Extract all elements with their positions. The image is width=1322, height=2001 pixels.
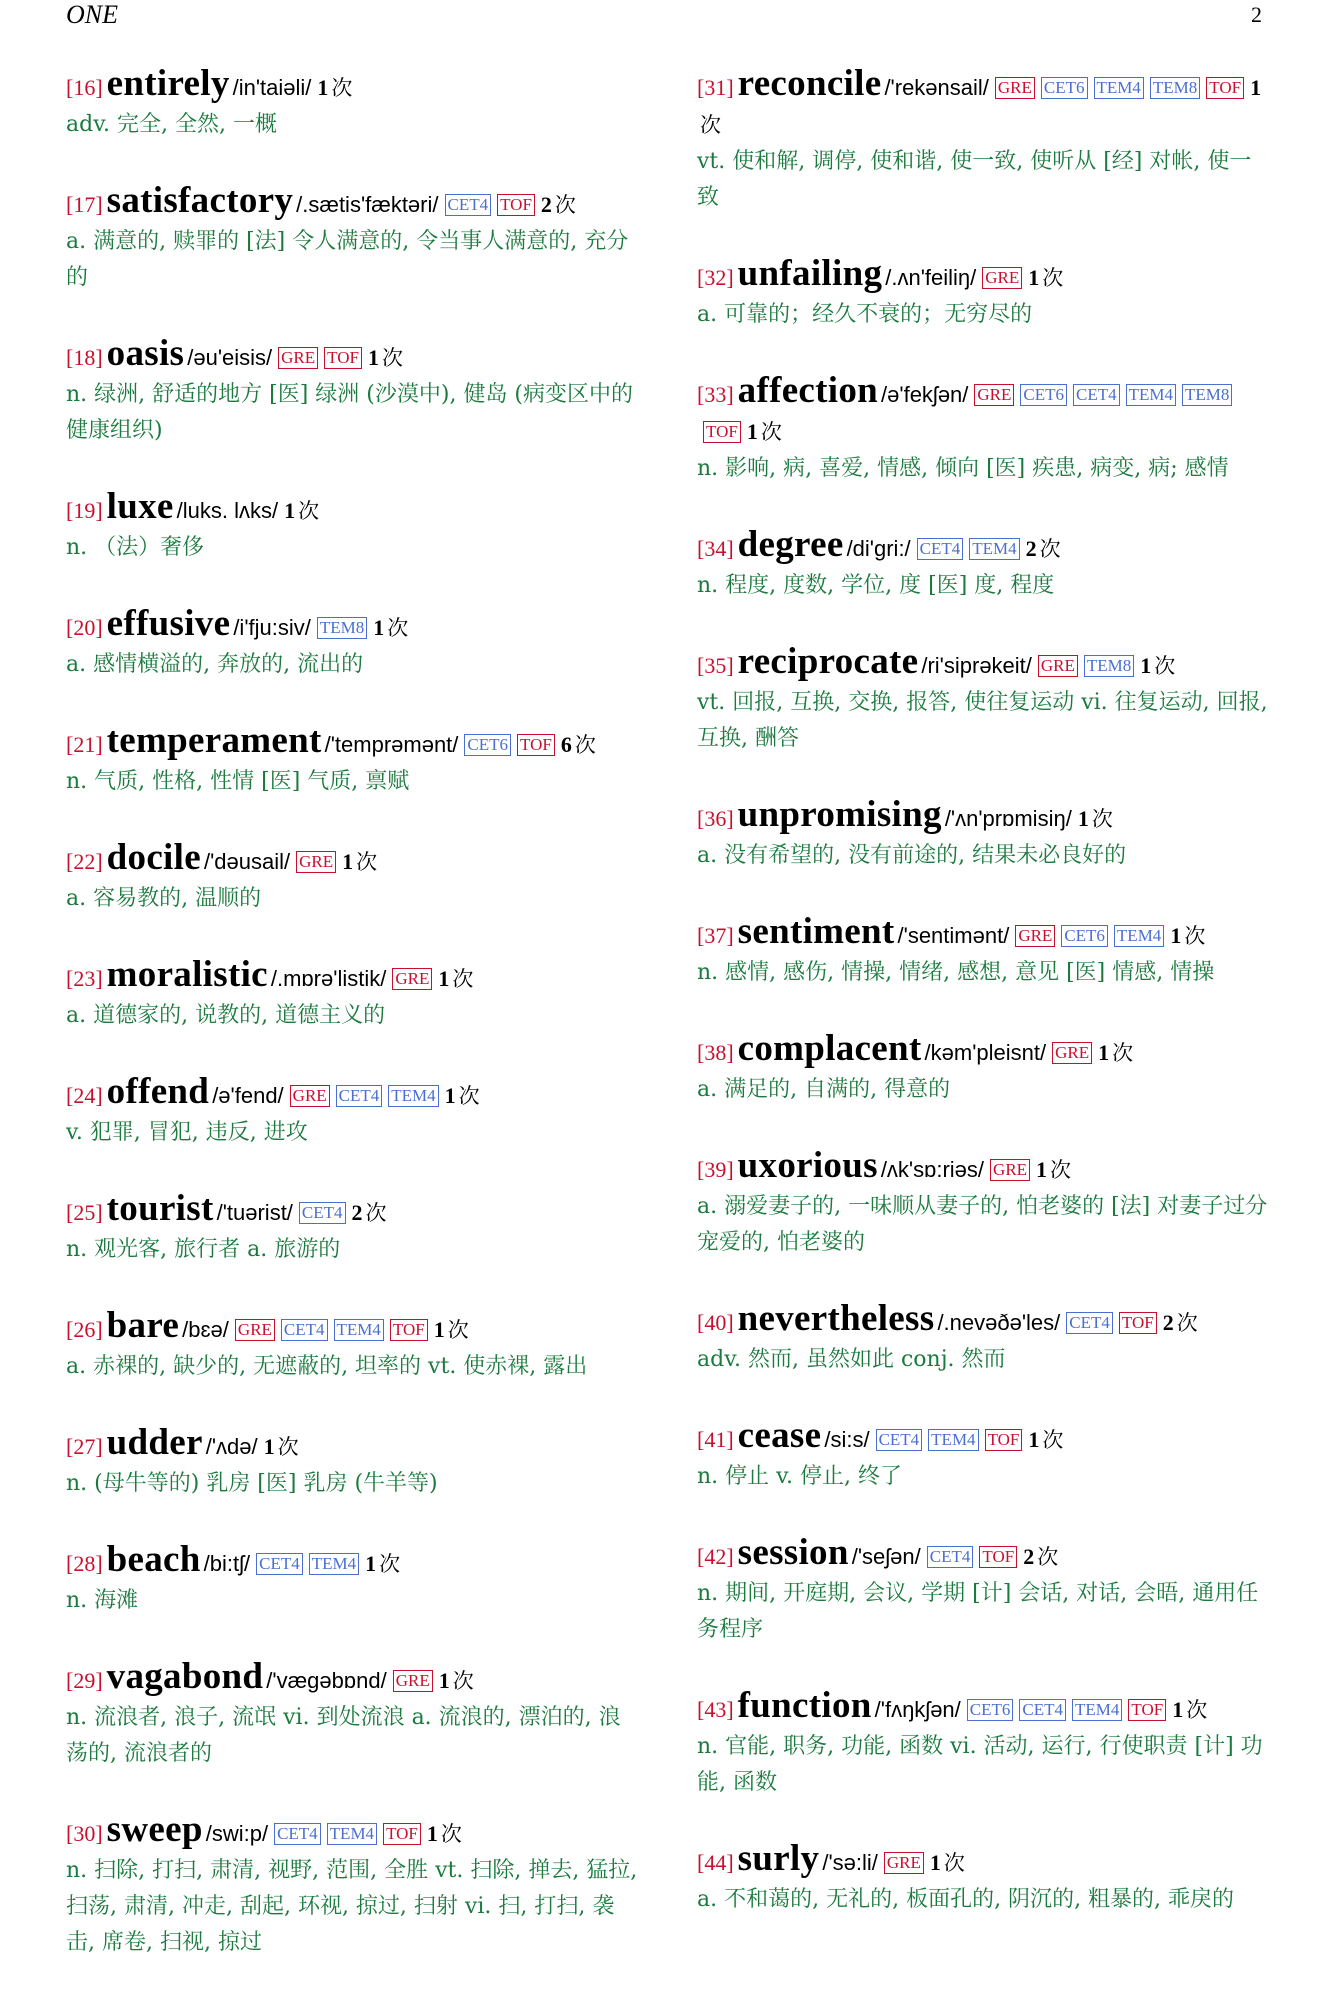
vocab-entry xyxy=(66,486,638,566)
entry-headline xyxy=(697,641,1269,685)
entry-definition: n. 感情, 感伤, 情操, 情绪, 感想, 意见 [医] 情感, 情操 xyxy=(697,960,1215,985)
occurrence-unit: 次 xyxy=(943,1851,965,1875)
entry-word: sweep xyxy=(106,1809,203,1850)
exam-tag: TEM4 xyxy=(928,1429,978,1451)
entry-headline xyxy=(66,486,638,530)
exam-tag: TEM8 xyxy=(1182,384,1232,406)
exam-tag: TOF xyxy=(497,194,535,216)
occurrence-unit: 次 xyxy=(452,1669,474,1693)
occurrence-count: 2 xyxy=(1162,1310,1174,1335)
vocab-entry xyxy=(66,63,638,143)
exam-tag: TEM4 xyxy=(1094,77,1144,99)
entry-phonetic: /ə'fend/ xyxy=(212,1083,284,1108)
entry-definition: n. 气质, 性格, 性情 [医] 气质, 禀赋 xyxy=(66,769,410,794)
exam-tag: CET4 xyxy=(336,1085,383,1107)
occurrence-unit: 次 xyxy=(1112,1041,1134,1065)
entry-phonetic: /.mɒrə'listik/ xyxy=(270,966,387,991)
entry-word: tourist xyxy=(106,1188,214,1229)
occurrence-count: 1 xyxy=(1077,806,1089,831)
exam-tag: TOF xyxy=(390,1319,428,1341)
entry-headline xyxy=(66,1071,638,1115)
vocab-entry xyxy=(697,911,1269,991)
exam-tag: CET4 xyxy=(1066,1312,1113,1334)
exam-tag: CET6 xyxy=(1061,925,1108,947)
entry-number: [31] xyxy=(697,75,734,100)
entry-number: [40] xyxy=(697,1310,734,1335)
vocab-entry xyxy=(66,1422,638,1502)
occurrence-count: 2 xyxy=(1025,536,1037,561)
entry-phonetic: /bɛə/ xyxy=(182,1317,229,1342)
exam-tag: TOF xyxy=(1206,77,1244,99)
entry-number: [25] xyxy=(66,1200,103,1225)
exam-tag: CET4 xyxy=(256,1553,303,1575)
entry-headline xyxy=(697,253,1269,297)
exam-tag: CET6 xyxy=(1041,77,1088,99)
exam-tag: TEM8 xyxy=(1150,77,1200,99)
vocab-entry xyxy=(697,1415,1269,1495)
entry-word: satisfactory xyxy=(106,180,294,221)
occurrence-count: 1 xyxy=(1028,265,1040,290)
vocab-entry xyxy=(697,1028,1269,1108)
entry-number: [43] xyxy=(697,1697,734,1722)
entry-definition: vt. 回报, 互换, 交换, 报答, 使往复运动 vi. 往复运动, 回报, 互换, 酬答 xyxy=(697,690,1268,751)
entry-headline xyxy=(697,1298,1269,1342)
entry-word: bare xyxy=(106,1305,180,1346)
entry-word: complacent xyxy=(737,1028,922,1069)
occurrence-unit: 次 xyxy=(440,1822,462,1846)
entry-phonetic: /ri'siprəkeit/ xyxy=(921,653,1032,678)
entry-headline xyxy=(697,1685,1269,1729)
entry-definition: a. 赤裸的, 缺少的, 无遮蔽的, 坦率的 vt. 使赤裸, 露出 xyxy=(66,1354,588,1379)
exam-tag: TOF xyxy=(1128,1699,1166,1721)
entry-definition: vt. 使和解, 调停, 使和谐, 使一致, 使听从 [经] 对帐, 使一致 xyxy=(697,149,1252,210)
occurrence-unit: 次 xyxy=(452,967,474,991)
entry-definition: n. 程度, 度数, 学位, 度 [医] 度, 程度 xyxy=(697,573,1055,598)
entry-phonetic: /'sə:li/ xyxy=(822,1850,878,1875)
entry-number: [32] xyxy=(697,265,734,290)
exam-tag: TOF xyxy=(703,421,741,443)
exam-tag: TOF xyxy=(324,347,362,369)
entry-number: [39] xyxy=(697,1157,734,1182)
entry-word: luxe xyxy=(106,486,174,527)
occurrence-unit: 次 xyxy=(1186,1698,1208,1722)
occurrence-unit: 次 xyxy=(1154,654,1176,678)
entry-word: temperament xyxy=(106,720,322,761)
exam-tag: CET4 xyxy=(445,194,492,216)
exam-tag: GRE xyxy=(982,267,1022,289)
entry-definition: a. 容易教的, 温顺的 xyxy=(66,886,262,911)
exam-tag: GRE xyxy=(1052,1042,1092,1064)
entry-headline xyxy=(697,63,1269,144)
entry-headline xyxy=(697,911,1269,955)
entry-definition: a. 感情横溢的, 奔放的, 流出的 xyxy=(66,652,364,677)
occurrence-count: 1 xyxy=(433,1317,445,1342)
entry-phonetic: /'dəusail/ xyxy=(203,849,291,874)
entry-definition: n. （法）奢侈 xyxy=(66,535,205,560)
entry-definition: a. 满足的, 自满的, 得意的 xyxy=(697,1077,951,1102)
exam-tag: TEM4 xyxy=(1126,384,1176,406)
entry-headline xyxy=(697,1028,1269,1072)
page-number: 2 xyxy=(1251,2,1262,27)
entry-phonetic: /'seʃən/ xyxy=(851,1544,921,1569)
entry-word: unfailing xyxy=(737,253,883,294)
exam-tag: TEM4 xyxy=(1072,1699,1122,1721)
entry-word: unpromising xyxy=(737,794,942,835)
entry-phonetic: /'fʌŋkʃən/ xyxy=(874,1697,961,1722)
occurrence-unit: 次 xyxy=(379,1552,401,1576)
entry-number: [24] xyxy=(66,1083,103,1108)
exam-tag: TOF xyxy=(383,1823,421,1845)
entry-word: oasis xyxy=(106,333,185,374)
vocab-entry xyxy=(66,1071,638,1151)
entry-phonetic: /luks. lʌks/ xyxy=(176,498,279,523)
entry-phonetic: /i'fju:siv/ xyxy=(233,615,311,640)
vocab-entry xyxy=(697,370,1269,487)
occurrence-unit: 次 xyxy=(1091,807,1113,831)
entry-word: effusive xyxy=(106,603,231,644)
entry-number: [27] xyxy=(66,1434,103,1459)
left-column xyxy=(66,63,638,2001)
entry-phonetic: /'rekənsail/ xyxy=(884,75,989,100)
exam-tag: TEM4 xyxy=(334,1319,384,1341)
vocab-entry xyxy=(697,1838,1269,1918)
occurrence-count: 2 xyxy=(1023,1544,1035,1569)
occurrence-unit: 次 xyxy=(447,1318,469,1342)
entry-headline xyxy=(66,720,638,764)
entry-word: function xyxy=(737,1685,872,1726)
entry-phonetic: /'vægəbɒnd/ xyxy=(266,1668,387,1693)
occurrence-count: 1 xyxy=(426,1821,438,1846)
exam-tag: GRE xyxy=(392,968,432,990)
entry-word: beach xyxy=(106,1539,201,1580)
exam-tag: CET6 xyxy=(967,1699,1014,1721)
occurrence-count: 1 xyxy=(746,419,758,444)
entry-number: [33] xyxy=(697,382,734,407)
exam-tag: CET4 xyxy=(299,1202,346,1224)
exam-tag: CET6 xyxy=(464,734,511,756)
entry-number: [37] xyxy=(697,923,734,948)
entry-definition: n. 官能, 职务, 功能, 函数 vi. 活动, 运行, 行使职责 [计] 功能, 函数 xyxy=(697,1734,1263,1795)
exam-tag: TEM4 xyxy=(1114,925,1164,947)
entry-headline xyxy=(697,1145,1269,1189)
occurrence-unit: 次 xyxy=(1050,1158,1072,1182)
entry-phonetic: /ə'fekʃən/ xyxy=(881,382,969,407)
entry-number: [29] xyxy=(66,1668,103,1693)
occurrence-count: 1 xyxy=(1140,653,1152,678)
entry-headline xyxy=(697,1838,1269,1882)
vocab-entry xyxy=(66,603,638,683)
entry-definition: a. 不和蔼的, 无礼的, 板面孔的, 阴沉的, 粗暴的, 乖戾的 xyxy=(697,1887,1235,1912)
exam-tag: TEM4 xyxy=(309,1553,359,1575)
exam-tag: GRE xyxy=(884,1852,924,1874)
entry-headline xyxy=(66,603,638,647)
exam-tag: TOF xyxy=(985,1429,1023,1451)
right-column xyxy=(697,63,1269,1958)
entry-number: [36] xyxy=(697,806,734,831)
entry-phonetic: /.nevəðə'les/ xyxy=(937,1310,1061,1335)
entry-word: entirely xyxy=(106,63,230,104)
exam-tag: TEM4 xyxy=(388,1085,438,1107)
entry-headline xyxy=(66,1422,638,1466)
exam-tag: TEM4 xyxy=(327,1823,377,1845)
entry-phonetic: /'sentimənt/ xyxy=(897,923,1010,948)
vocab-entry xyxy=(697,641,1269,757)
entry-phonetic: /'temprəmənt/ xyxy=(324,732,459,757)
occurrence-count: 1 xyxy=(342,849,354,874)
entry-number: [16] xyxy=(66,75,103,100)
entry-number: [18] xyxy=(66,345,103,370)
occurrence-unit: 次 xyxy=(387,616,409,640)
entry-phonetic: /'tuərist/ xyxy=(216,1200,293,1225)
entry-definition: a. 可靠的；经久不衰的；无穷尽的 xyxy=(697,302,1033,327)
occurrence-unit: 次 xyxy=(574,733,596,757)
occurrence-unit: 次 xyxy=(277,1435,299,1459)
entry-word: cease xyxy=(737,1415,822,1456)
entry-definition: v. 犯罪, 冒犯, 违反, 进攻 xyxy=(66,1120,308,1145)
occurrence-count: 2 xyxy=(540,192,552,217)
occurrence-count: 6 xyxy=(560,732,572,757)
occurrence-unit: 次 xyxy=(1184,924,1206,948)
entry-number: [41] xyxy=(697,1427,734,1452)
entry-word: docile xyxy=(106,837,201,878)
entry-phonetic: /əu'eisis/ xyxy=(187,345,273,370)
entry-definition: n. (母牛等的) 乳房 [医] 乳房 (牛羊等) xyxy=(66,1471,438,1496)
exam-tag: GRE xyxy=(995,77,1035,99)
entry-definition: adv. 完全, 全然, 一概 xyxy=(66,112,277,137)
exam-tag: GRE xyxy=(1038,655,1078,677)
entry-word: nevertheless xyxy=(737,1298,935,1339)
entry-definition: n. 扫除, 打扫, 肃清, 视野, 范围, 全胜 vt. 扫除, 掸去, 猛拉, 扫荡, 肃清, 冲走, 刮起, 环视, 掠过, 扫射 vi. 扫, 打扫, 袭击, 席卷, 扫视, 掠过 xyxy=(66,1858,638,1955)
entry-word: reconcile xyxy=(737,63,882,104)
entry-definition: n. 期间, 开庭期, 会议, 学期 [计] 会话, 对话, 会晤, 通用任务程序 xyxy=(697,1581,1259,1642)
entry-number: [28] xyxy=(66,1551,103,1576)
vocab-entry xyxy=(697,1532,1269,1648)
entry-word: offend xyxy=(106,1071,210,1112)
entry-headline xyxy=(697,524,1269,568)
vocab-entry xyxy=(697,253,1269,333)
exam-tag: CET4 xyxy=(1073,384,1120,406)
entry-definition: n. 绿洲, 舒适的地方 [医] 绿洲 (沙漠中), 健岛 (病变区中的健康组织) xyxy=(66,382,634,443)
entry-phonetic: /in'taiəli/ xyxy=(232,75,312,100)
occurrence-count: 1 xyxy=(367,345,379,370)
entry-headline xyxy=(66,1656,638,1700)
entry-headline xyxy=(697,794,1269,838)
occurrence-count: 1 xyxy=(373,615,385,640)
occurrence-unit: 次 xyxy=(381,346,403,370)
entry-definition: n. 观光客, 旅行者 a. 旅游的 xyxy=(66,1237,341,1262)
entry-phonetic: /'ʌn'prɒmisiŋ/ xyxy=(944,806,1072,831)
entry-phonetic: /.ʌn'feiliŋ/ xyxy=(885,265,977,290)
entry-number: [42] xyxy=(697,1544,734,1569)
occurrence-count: 1 xyxy=(438,1668,450,1693)
exam-tag: GRE xyxy=(990,1159,1030,1181)
entry-number: [30] xyxy=(66,1821,103,1846)
document-title: ONE xyxy=(66,0,118,29)
entry-word: surly xyxy=(737,1838,820,1879)
entry-headline xyxy=(66,1809,638,1853)
occurrence-count: 2 xyxy=(351,1200,363,1225)
entry-headline xyxy=(697,370,1269,451)
occurrence-count: 1 xyxy=(1250,75,1262,100)
occurrence-count: 1 xyxy=(1036,1157,1048,1182)
entry-definition: a. 道德家的, 说教的, 道德主义的 xyxy=(66,1003,386,1028)
occurrence-unit: 次 xyxy=(356,850,378,874)
entry-word: session xyxy=(737,1532,849,1573)
occurrence-count: 1 xyxy=(1170,923,1182,948)
entry-headline xyxy=(66,180,638,224)
exam-tag: TEM8 xyxy=(1084,655,1134,677)
vocab-entry xyxy=(66,1656,638,1772)
entry-definition: a. 满意的, 赎罪的 [法] 令人满意的, 令当事人满意的, 充分的 xyxy=(66,229,629,290)
entry-definition: n. 流浪者, 浪子, 流氓 vi. 到处流浪 a. 流浪的, 漂泊的, 浪荡的, 流浪者的 xyxy=(66,1705,621,1766)
entry-headline xyxy=(66,1539,638,1583)
vocab-entry xyxy=(66,1305,638,1385)
exam-tag: GRE xyxy=(278,347,318,369)
vocab-entry xyxy=(66,180,638,296)
vocab-entry xyxy=(697,1298,1269,1378)
occurrence-unit: 次 xyxy=(1037,1545,1059,1569)
entry-definition: a. 溺爱妻子的, 一味顺从妻子的, 怕老婆的 [法] 对妻子过分宠爱的, 怕老婆的 xyxy=(697,1194,1268,1255)
vocab-entry xyxy=(66,1809,638,1961)
occurrence-unit: 次 xyxy=(331,76,353,100)
entry-number: [21] xyxy=(66,732,103,757)
entry-headline xyxy=(66,333,638,377)
vocab-entry xyxy=(697,794,1269,874)
vocab-entry xyxy=(66,1539,638,1619)
occurrence-count: 1 xyxy=(263,1434,275,1459)
entry-phonetic: /kəm'pleisnt/ xyxy=(924,1040,1047,1065)
entry-number: [22] xyxy=(66,849,103,874)
entry-number: [44] xyxy=(697,1850,734,1875)
entry-word: moralistic xyxy=(106,954,268,995)
vocab-entry xyxy=(66,954,638,1034)
vocab-entry xyxy=(66,333,638,449)
entry-definition: n. 海滩 xyxy=(66,1588,139,1613)
entry-word: uxorious xyxy=(737,1145,878,1186)
entry-definition: adv. 然而, 虽然如此 conj. 然而 xyxy=(697,1347,1006,1372)
entry-number: [23] xyxy=(66,966,103,991)
exam-tag: TOF xyxy=(517,734,555,756)
entry-word: sentiment xyxy=(737,911,895,952)
occurrence-count: 1 xyxy=(365,1551,377,1576)
occurrence-count: 1 xyxy=(284,498,296,523)
entry-headline xyxy=(697,1532,1269,1576)
exam-tag: CET4 xyxy=(927,1546,974,1568)
entry-phonetic: /si:s/ xyxy=(824,1427,870,1452)
occurrence-unit: 次 xyxy=(298,499,320,523)
entry-number: [20] xyxy=(66,615,103,640)
exam-tag: GRE xyxy=(974,384,1014,406)
entry-number: [38] xyxy=(697,1040,734,1065)
exam-tag: CET6 xyxy=(1020,384,1067,406)
entry-phonetic: /bi:tʃ/ xyxy=(203,1551,251,1576)
occurrence-unit: 次 xyxy=(700,113,721,137)
entry-word: degree xyxy=(737,524,844,565)
entry-headline xyxy=(66,954,638,998)
exam-tag: GRE xyxy=(290,1085,330,1107)
exam-tag: CET4 xyxy=(917,538,964,560)
entry-number: [35] xyxy=(697,653,734,678)
entry-definition: n. 影响, 病, 喜爱, 情感, 倾向 [医] 疾患, 病变, 病; 感情 xyxy=(697,456,1229,481)
occurrence-count: 1 xyxy=(317,75,329,100)
vocab-entry xyxy=(697,1685,1269,1801)
occurrence-unit: 次 xyxy=(554,193,576,217)
entry-word: udder xyxy=(106,1422,203,1463)
entry-word: affection xyxy=(737,370,879,411)
entry-number: [19] xyxy=(66,498,103,523)
occurrence-count: 1 xyxy=(1172,1697,1184,1722)
vocab-entry xyxy=(66,1188,638,1268)
occurrence-unit: 次 xyxy=(760,420,782,444)
vocab-entry xyxy=(66,720,638,800)
entry-word: vagabond xyxy=(106,1656,264,1697)
occurrence-unit: 次 xyxy=(1042,266,1064,290)
entry-phonetic: /swi:p/ xyxy=(205,1821,269,1846)
entry-definition: a. 没有希望的, 没有前途的, 结果未必良好的 xyxy=(697,843,1127,868)
occurrence-count: 1 xyxy=(1028,1427,1040,1452)
entry-phonetic: /di'gri:/ xyxy=(846,536,911,561)
exam-tag: GRE xyxy=(1015,925,1055,947)
occurrence-count: 1 xyxy=(929,1850,941,1875)
exam-tag: CET4 xyxy=(876,1429,923,1451)
exam-tag: CET4 xyxy=(1019,1699,1066,1721)
entry-headline xyxy=(66,1305,638,1349)
vocab-entry xyxy=(697,524,1269,604)
occurrence-count: 1 xyxy=(438,966,450,991)
occurrence-count: 1 xyxy=(1098,1040,1110,1065)
occurrence-unit: 次 xyxy=(1176,1311,1198,1335)
exam-tag: TEM8 xyxy=(317,617,367,639)
vocab-entry xyxy=(697,1145,1269,1261)
entry-number: [26] xyxy=(66,1317,103,1342)
entry-number: [34] xyxy=(697,536,734,561)
exam-tag: GRE xyxy=(296,851,336,873)
vocab-entry xyxy=(697,63,1269,216)
entry-definition: n. 停止 v. 停止, 终了 xyxy=(697,1464,902,1489)
exam-tag: CET4 xyxy=(274,1823,321,1845)
entry-headline xyxy=(66,1188,638,1232)
entry-headline xyxy=(66,63,638,107)
entry-phonetic: /ʌk'sɒ:riəs/ xyxy=(880,1157,985,1182)
entry-number: [17] xyxy=(66,192,103,217)
occurrence-unit: 次 xyxy=(1042,1428,1064,1452)
entry-phonetic: /.sætis'fæktəri/ xyxy=(296,192,439,217)
entry-headline xyxy=(66,837,638,881)
occurrence-unit: 次 xyxy=(1039,537,1061,561)
entry-headline xyxy=(697,1415,1269,1459)
exam-tag: TEM4 xyxy=(969,538,1019,560)
entry-word: reciprocate xyxy=(737,641,919,682)
occurrence-unit: 次 xyxy=(365,1201,387,1225)
entry-phonetic: /'ʌdə/ xyxy=(205,1434,258,1459)
exam-tag: GRE xyxy=(235,1319,275,1341)
exam-tag: TOF xyxy=(1119,1312,1157,1334)
exam-tag: TOF xyxy=(979,1546,1017,1568)
vocab-entry xyxy=(66,837,638,917)
occurrence-unit: 次 xyxy=(458,1084,480,1108)
occurrence-count: 1 xyxy=(444,1083,456,1108)
exam-tag: GRE xyxy=(393,1670,433,1692)
exam-tag: CET4 xyxy=(281,1319,328,1341)
